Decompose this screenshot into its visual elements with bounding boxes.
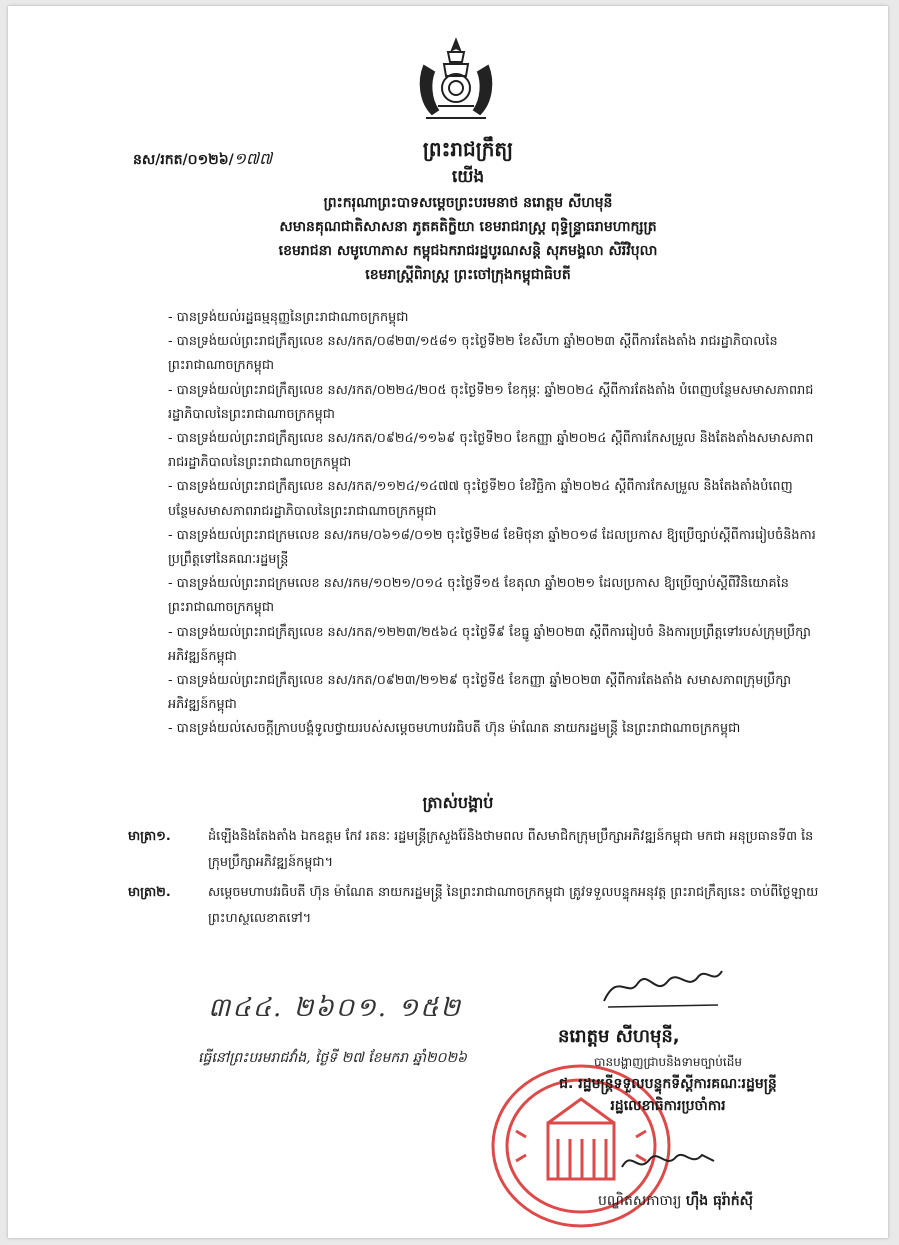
document-page <box>8 6 888 1238</box>
counter-line: ជ. រដ្ឋមន្ត្រីទទួលបន្ទុកទីស្តីការគណៈរដ្ឋមន្ត្រី <box>559 1076 777 1092</box>
countersignature-block <box>488 1051 848 1117</box>
preamble-item: - បានទ្រង់យល់សេចក្តីក្រាបបង្គំទូលថ្វាយរបស់សម្តេចមហាបវរធិបតី ហ៊ុន ម៉ាណែត នាយករដ្ឋមន្ត្រី នៃព្រះរាជាណាចក្រកម្ពុជា <box>168 721 741 737</box>
preamble-item: - បានទ្រង់យល់ព្រះរាជក្រឹត្យលេខ នស/រកត/០៩២៣/២១២៩ ចុះថ្ងៃទី៥ ខែកញ្ញា ឆ្នាំ២០២៣ ស្តីពីការតែងតាំង សមាសភាពក្រុមប្រឹក្សាអភិវឌ្ឍន៍កម្ពុជា <box>168 673 792 713</box>
king-title-line: ខេមរាស្ត្រីពិរាស្ត្រ ព្រះចៅក្រុងកម្ពុជាធិបតី <box>365 267 571 283</box>
counter-line: រដ្ឋលេខាធិការប្រចាំការ <box>610 1098 726 1114</box>
article-text: ដំឡើងនិងតែងតាំង ឯកឧត្តម កែវ រតនៈ រដ្ឋមន្ត្រីក្រសួងរ៉ែនិងថាមពល ពីសមាជិកក្រុមប្រឹក្សាអភិវឌ្ឍន៍កម្ពុជា មកជា អនុប្រធានទី៣ នៃក្រុមប្រឹក្សាអភិវឌ្ឍន៍កម្ពុជា។ <box>208 829 814 870</box>
king-name: នរោត្តម សីហមុនី, <box>558 1026 680 1047</box>
preamble-item: - បានទ្រង់យល់ព្រះរាជក្រមលេខ នស/រកម/១០២១/០១៤ ចុះថ្ងៃទី១៥ ខែតុលា ឆ្នាំ២០២១ ដែលប្រកាស ឱ្យប្រើច្បាប់ស្តីពីវិនិយោគនៃព្រះរាជាណាចក្រកម្ពុជា <box>168 576 789 616</box>
counter-line: បានបង្ហាញជ្រាបនិងទាមច្បាប់ដើម <box>594 1055 742 1069</box>
preamble-item: - បានទ្រង់យល់រដ្ឋធម្មនុញ្ញនៃព្រះរាជាណាចក្រកម្ពុជា <box>168 310 409 325</box>
royal-emblem-icon <box>412 36 500 124</box>
preamble-item: - បានទ្រង់យល់ព្រះរាជក្រឹត្យលេខ នស/រកត/១២២៣/២៥៦៤ ចុះថ្ងៃទី៩ ខែធ្នូ ឆ្នាំ២០២៣ ស្តីពីការរៀបចំ និងការប្រព្រឹត្តទៅរបស់ក្រុមប្រឹក្សាអភិវឌ្ឍន៍កម្ពុជា <box>168 624 811 664</box>
article-1 <box>128 824 828 876</box>
preamble-item: - បានទ្រង់យល់ព្រះរាជក្រឹត្យលេខ នស/រកត/១១២៤/១៤៧៧ ចុះថ្ងៃទី២០ ខែវិច្ឆិកា ឆ្នាំ២០២៤ ស្តីពីការកែសម្រួល និងតែងតាំងបំពេញបន្ថែមសមាសភាពរាជរដ្ឋាភិបាលនៃព្រះរាជាណាចក្រកម្ពុជា <box>168 479 793 519</box>
preamble-item: - បានទ្រង់យល់ព្រះរាជក្រឹត្យលេខ នស/រកត/០៨២៣/១៥៨១ ចុះថ្ងៃទី២២ ខែសីហា ឆ្នាំ២០២៣ ស្តីពីការតែងតាំង រាជរដ្ឋាភិបាលនៃព្រះរាជាណាចក្រកម្ពុជា <box>168 334 778 374</box>
decision-heading: ត្រាស់បង្គាប់ <box>422 793 494 812</box>
reference-number-handwritten: ១៧៧ <box>233 149 273 168</box>
we-heading: យើង <box>451 167 485 187</box>
countersigner-name <box>598 1191 753 1212</box>
king-title-line: ព្រះករុណាព្រះបាទសម្តេចព្រះបរមនាថ នរោត្តម សីហមុនី <box>323 195 613 211</box>
countersignature <box>618 1141 718 1181</box>
preamble-item: - បានទ្រង់យល់ព្រះរាជក្រឹត្យលេខ នស/រកត/០៩២៤/១១៦៩ ចុះថ្ងៃទី២០ ខែកញ្ញា ឆ្នាំ២០២៤ ស្តីពីការកែសម្រួល និងតែងតាំងសមាសភាពរាជរដ្ឋាភិបាលនៃព្រះរាជាណាចក្រកម្ពុជា <box>168 431 814 471</box>
preamble-list <box>168 306 818 742</box>
article-label: មាត្រា១. <box>128 829 171 844</box>
king-titles <box>188 191 748 287</box>
king-title-line: ខេមរាជនា សមូហោភាស កម្ពុជឯករាជរដ្ឋបូរណសន្តិ សុភមង្គលា សិរីវិបុលា <box>278 243 658 259</box>
article-text: សម្តេចមហាបវរធិបតី ហ៊ុន ម៉ាណែត នាយករដ្ឋមន្ត្រី នៃព្រះរាជាណាចក្រកម្ពុជា ត្រូវទទួលបន្ទុកអនុវត្ត ព្រះរាជក្រឹត្យនេះ ចាប់ពីថ្ងៃឡាយព្រះហស្ថលេខាតទៅ។ <box>208 885 819 926</box>
countersigner-title: បណ្ឌិតសភាចារ្យ <box>598 1193 682 1209</box>
preamble-item: - បានទ្រង់យល់ព្រះរាជក្រមលេខ នស/រកម/០៦១៨/០១២ ចុះថ្ងៃទី២៨ ខែមិថុនា ឆ្នាំ២០១៨ ដែលប្រកាស ឱ្យប្រើច្បាប់ស្តីពីការរៀបចំនិងការប្រព្រឹត្តទៅនៃគណៈរដ្ឋមន្ត្រី <box>168 527 816 568</box>
article-label: មាត្រា២. <box>128 885 171 900</box>
king-title-line: សមានគុណជាតិសាសនា ភូតគតិក្ខិយា ខេមរាជរាស្ត្រ ពុទ្ធិន្ទ្រាធរាមហាក្សត្រ <box>279 219 657 235</box>
handwritten-registration-number: ៣៤៤. ២៦០១. ១៥២ <box>208 993 463 1023</box>
date-line: ធ្វើនៅព្រះបរមរាជវាំង, ថ្ងៃទី ២៧ ខែមករា ឆ្នាំ២០២៦ <box>198 1050 467 1066</box>
decree-title: ព្រះរាជក្រឹត្យ <box>422 137 514 161</box>
preamble-item: - បានទ្រង់យល់ព្រះរាជក្រឹត្យលេខ នស/រកត/០២២៤/២០៥ ចុះថ្ងៃទី២១ ខែកុម្ភៈ ឆ្នាំ២០២៤ ស្តីពីការតែងតាំង បំពេញបន្ថែមសមាសភាពរាជរដ្ឋាភិបាលនៃព្រះរាជាណាចក្រកម្ពុជា <box>168 382 814 422</box>
reference-prefix: នស/រកត/០១២៦/ <box>133 152 234 168</box>
countersigner-fullname: ហ៊ឹង ធុរ៉ាក់សុី <box>685 1193 754 1209</box>
king-signature <box>598 961 728 1011</box>
article-2 <box>128 880 828 932</box>
